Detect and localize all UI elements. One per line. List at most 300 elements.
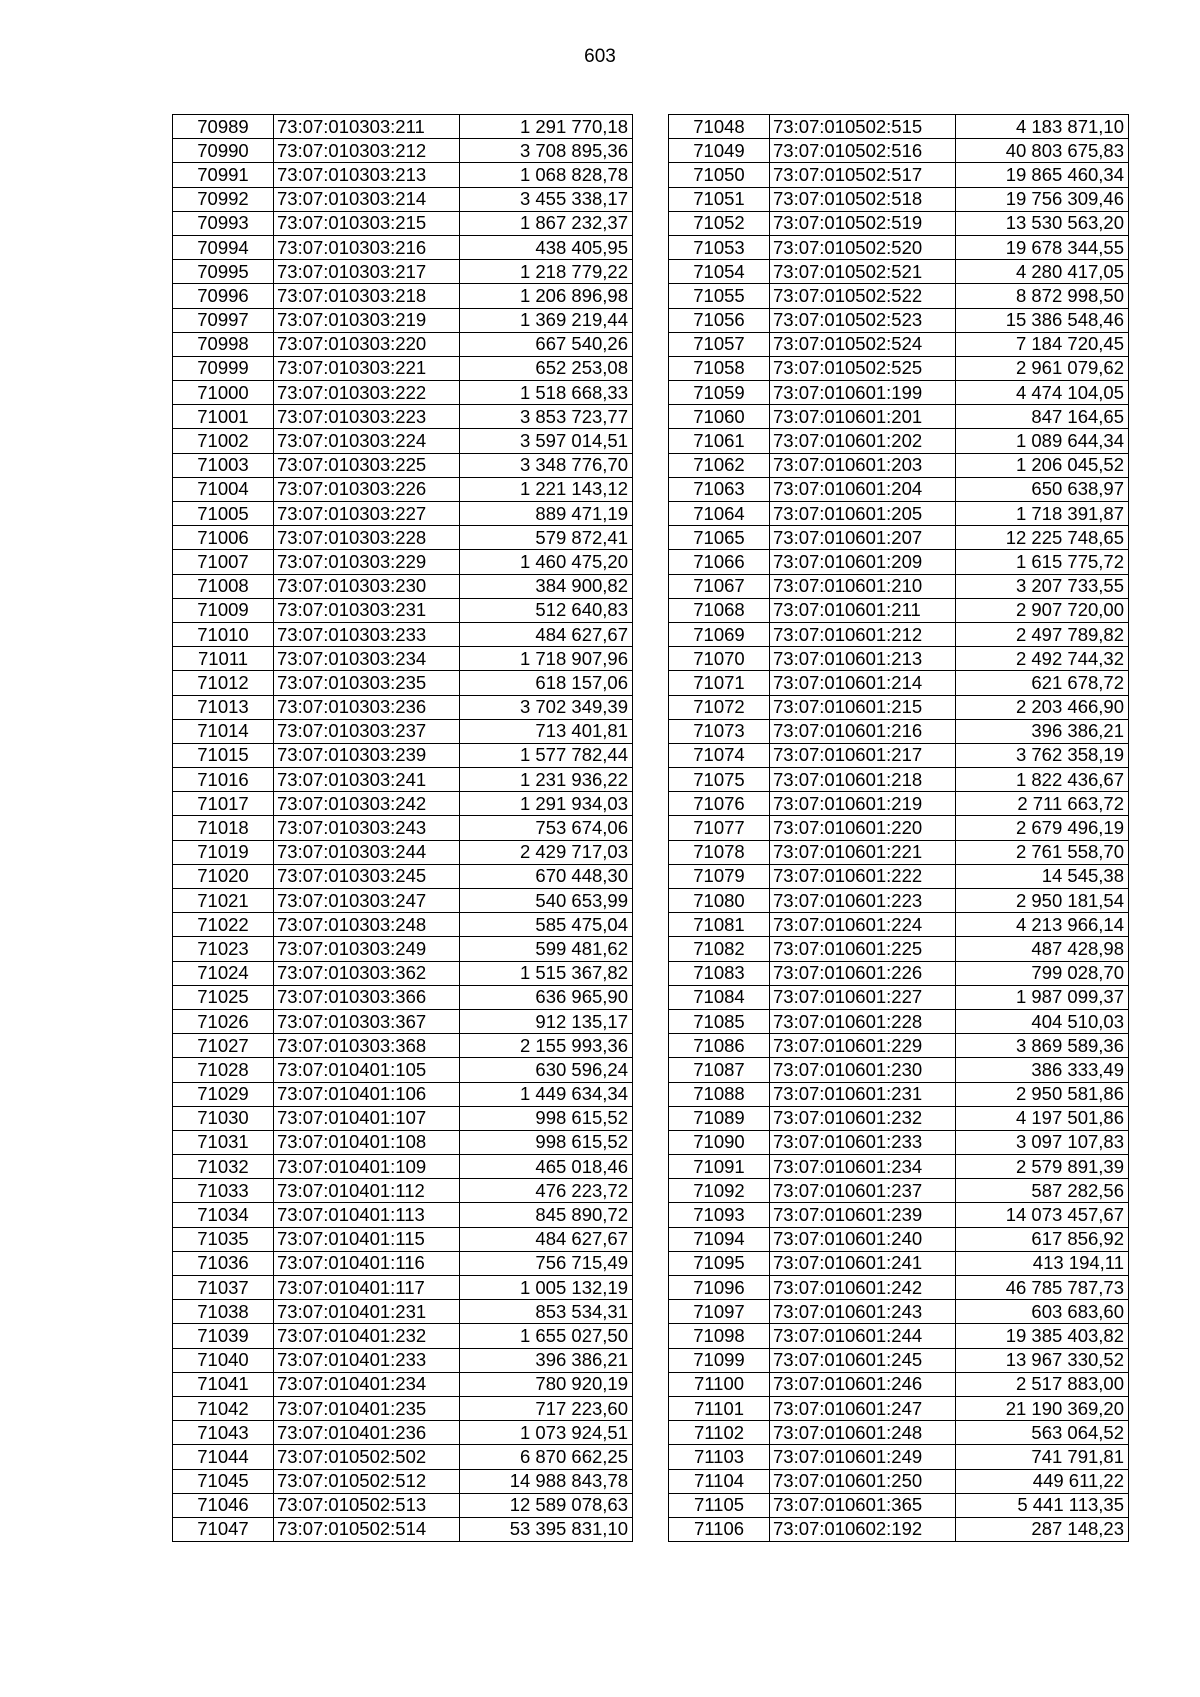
cadastral-number-cell: 73:07:010502:518: [770, 187, 956, 211]
table-row: [669, 1348, 1129, 1372]
value-cell: 741 791,81: [956, 1445, 1129, 1469]
cadastral-number-cell: 73:07:010601:245: [770, 1348, 956, 1372]
value-cell: 756 715,49: [460, 1251, 633, 1275]
table-row: [669, 1034, 1129, 1058]
cadastral-number-cell: 73:07:010303:216: [274, 235, 460, 259]
value-cell: 5 441 113,35: [956, 1493, 1129, 1517]
row-number-cell: 71094: [669, 1227, 770, 1251]
value-cell: 13 530 563,20: [956, 211, 1129, 235]
cadastral-number-cell: 73:07:010303:231: [274, 598, 460, 622]
table-row: [669, 502, 1129, 526]
row-number-cell: 71063: [669, 477, 770, 501]
value-cell: 396 386,21: [460, 1348, 633, 1372]
table-row: [173, 381, 633, 405]
row-number-cell: 71077: [669, 816, 770, 840]
row-number-cell: 71008: [173, 574, 274, 598]
value-cell: 2 497 789,82: [956, 622, 1129, 646]
table-row: [669, 768, 1129, 792]
cadastral-number-cell: 73:07:010601:227: [770, 985, 956, 1009]
table-row: [669, 1082, 1129, 1106]
table-row: [669, 1009, 1129, 1033]
table-row: [669, 1106, 1129, 1130]
row-number-cell: 70995: [173, 260, 274, 284]
table-row: [173, 453, 633, 477]
row-number-cell: 71067: [669, 574, 770, 598]
cadastral-number-cell: 73:07:010502:517: [770, 163, 956, 187]
row-number-cell: 71018: [173, 816, 274, 840]
table-row: [173, 187, 633, 211]
row-number-cell: 71017: [173, 792, 274, 816]
table-row: [173, 1106, 633, 1130]
cadastral-number-cell: 73:07:010303:217: [274, 260, 460, 284]
table-row: [669, 1517, 1129, 1541]
cadastral-number-cell: 73:07:010303:249: [274, 937, 460, 961]
row-number-cell: 71038: [173, 1300, 274, 1324]
table-row: [669, 1324, 1129, 1348]
row-number-cell: 71046: [173, 1493, 274, 1517]
table-row: [669, 284, 1129, 308]
value-cell: 889 471,19: [460, 502, 633, 526]
table-row: [669, 792, 1129, 816]
value-cell: 404 510,03: [956, 1009, 1129, 1033]
row-number-cell: 71037: [173, 1276, 274, 1300]
cadastral-number-cell: 73:07:010401:234: [274, 1372, 460, 1396]
left-table: [172, 114, 633, 1542]
row-number-cell: 71005: [173, 502, 274, 526]
cadastral-number-cell: 73:07:010502:521: [770, 260, 956, 284]
cadastral-number-cell: 73:07:010601:231: [770, 1082, 956, 1106]
value-cell: 618 157,06: [460, 671, 633, 695]
row-number-cell: 71019: [173, 840, 274, 864]
cadastral-number-cell: 73:07:010601:205: [770, 502, 956, 526]
row-number-cell: 71068: [669, 598, 770, 622]
value-cell: 4 213 966,14: [956, 913, 1129, 937]
value-cell: 2 203 466,90: [956, 695, 1129, 719]
cadastral-number-cell: 73:07:010303:212: [274, 139, 460, 163]
row-number-cell: 71010: [173, 622, 274, 646]
row-number-cell: 71070: [669, 647, 770, 671]
value-cell: 2 517 883,00: [956, 1372, 1129, 1396]
page-number: 603: [584, 46, 616, 67]
value-cell: 384 900,82: [460, 574, 633, 598]
row-number-cell: 71096: [669, 1276, 770, 1300]
row-number-cell: 71015: [173, 743, 274, 767]
table-row: [669, 139, 1129, 163]
table-row: [173, 1009, 633, 1033]
row-number-cell: 71002: [173, 429, 274, 453]
row-number-cell: 71103: [669, 1445, 770, 1469]
value-cell: 636 965,90: [460, 985, 633, 1009]
row-number-cell: 71025: [173, 985, 274, 1009]
value-cell: 396 386,21: [956, 719, 1129, 743]
cadastral-number-cell: 73:07:010303:218: [274, 284, 460, 308]
cadastral-number-cell: 73:07:010401:105: [274, 1058, 460, 1082]
value-cell: 1 005 132,19: [460, 1276, 633, 1300]
row-number-cell: 71047: [173, 1517, 274, 1541]
row-number-cell: 71051: [669, 187, 770, 211]
cadastral-number-cell: 73:07:010401:112: [274, 1179, 460, 1203]
table-row: [173, 1227, 633, 1251]
row-number-cell: 71000: [173, 381, 274, 405]
cadastral-number-cell: 73:07:010601:203: [770, 453, 956, 477]
value-cell: 14 073 457,67: [956, 1203, 1129, 1227]
cadastral-number-cell: 73:07:010601:220: [770, 816, 956, 840]
row-number-cell: 71052: [669, 211, 770, 235]
row-number-cell: 71007: [173, 550, 274, 574]
table-row: [173, 647, 633, 671]
value-cell: 1 867 232,37: [460, 211, 633, 235]
table-row: [173, 526, 633, 550]
cadastral-number-cell: 73:07:010303:248: [274, 913, 460, 937]
table-row: [669, 671, 1129, 695]
row-number-cell: 71048: [669, 115, 770, 139]
table-row: [173, 1469, 633, 1493]
table-row: [173, 1421, 633, 1445]
value-cell: 40 803 675,83: [956, 139, 1129, 163]
table-row: [173, 235, 633, 259]
value-cell: 585 475,04: [460, 913, 633, 937]
cadastral-number-cell: 73:07:010303:222: [274, 381, 460, 405]
row-number-cell: 71044: [173, 1445, 274, 1469]
cadastral-number-cell: 73:07:010303:244: [274, 840, 460, 864]
table-row: [669, 550, 1129, 574]
cadastral-number-cell: 73:07:010601:207: [770, 526, 956, 550]
row-number-cell: 70998: [173, 332, 274, 356]
table-row: [173, 332, 633, 356]
row-number-cell: 70993: [173, 211, 274, 235]
table-row: [669, 1493, 1129, 1517]
row-number-cell: 70991: [173, 163, 274, 187]
row-number-cell: 70990: [173, 139, 274, 163]
value-cell: 998 615,52: [460, 1106, 633, 1130]
table-row: [669, 913, 1129, 937]
value-cell: 4 197 501,86: [956, 1106, 1129, 1130]
value-cell: 2 429 717,03: [460, 840, 633, 864]
row-number-cell: 71028: [173, 1058, 274, 1082]
cadastral-number-cell: 73:07:010303:227: [274, 502, 460, 526]
table-row: [173, 429, 633, 453]
value-cell: 652 253,08: [460, 356, 633, 380]
table-row: [669, 574, 1129, 598]
row-number-cell: 71013: [173, 695, 274, 719]
value-cell: 1 218 779,22: [460, 260, 633, 284]
cadastral-number-cell: 73:07:010601:234: [770, 1155, 956, 1179]
table-row: [669, 1445, 1129, 1469]
row-number-cell: 71075: [669, 768, 770, 792]
cadastral-number-cell: 73:07:010303:221: [274, 356, 460, 380]
cadastral-number-cell: 73:07:010303:247: [274, 889, 460, 913]
row-number-cell: 71074: [669, 743, 770, 767]
cadastral-number-cell: 73:07:010303:215: [274, 211, 460, 235]
value-cell: 3 708 895,36: [460, 139, 633, 163]
row-number-cell: 71057: [669, 332, 770, 356]
table-row: [173, 961, 633, 985]
value-cell: 2 950 581,86: [956, 1082, 1129, 1106]
row-number-cell: 71066: [669, 550, 770, 574]
cadastral-number-cell: 73:07:010601:244: [770, 1324, 956, 1348]
cadastral-number-cell: 73:07:010303:225: [274, 453, 460, 477]
value-cell: 650 638,97: [956, 477, 1129, 501]
cadastral-number-cell: 73:07:010601:226: [770, 961, 956, 985]
value-cell: 2 155 993,36: [460, 1034, 633, 1058]
table-row: [173, 792, 633, 816]
row-number-cell: 71006: [173, 526, 274, 550]
row-number-cell: 71062: [669, 453, 770, 477]
row-number-cell: 71021: [173, 889, 274, 913]
value-cell: 670 448,30: [460, 864, 633, 888]
value-cell: 717 223,60: [460, 1396, 633, 1420]
value-cell: 465 018,46: [460, 1155, 633, 1179]
row-number-cell: 71059: [669, 381, 770, 405]
table-row: [173, 840, 633, 864]
row-number-cell: 71027: [173, 1034, 274, 1058]
cadastral-number-cell: 73:07:010601:249: [770, 1445, 956, 1469]
table-row: [173, 550, 633, 574]
value-cell: 4 280 417,05: [956, 260, 1129, 284]
cadastral-number-cell: 73:07:010601:230: [770, 1058, 956, 1082]
cadastral-number-cell: 73:07:010502:522: [770, 284, 956, 308]
value-cell: 4 474 104,05: [956, 381, 1129, 405]
cadastral-number-cell: 73:07:010602:192: [770, 1517, 956, 1541]
table-row: [173, 1034, 633, 1058]
value-cell: 1 577 782,44: [460, 743, 633, 767]
row-number-cell: 71039: [173, 1324, 274, 1348]
value-cell: 1 655 027,50: [460, 1324, 633, 1348]
value-cell: 3 348 776,70: [460, 453, 633, 477]
cadastral-number-cell: 73:07:010601:209: [770, 550, 956, 574]
table-row: [669, 1130, 1129, 1154]
value-cell: 563 064,52: [956, 1421, 1129, 1445]
value-cell: 46 785 787,73: [956, 1276, 1129, 1300]
table-row: [669, 695, 1129, 719]
row-number-cell: 71045: [173, 1469, 274, 1493]
cadastral-number-cell: 73:07:010601:233: [770, 1130, 956, 1154]
value-cell: 2 711 663,72: [956, 792, 1129, 816]
value-cell: 1 089 644,34: [956, 429, 1129, 453]
cadastral-number-cell: 73:07:010303:226: [274, 477, 460, 501]
table-row: [173, 284, 633, 308]
table-row: [173, 985, 633, 1009]
row-number-cell: 71033: [173, 1179, 274, 1203]
row-number-cell: 71093: [669, 1203, 770, 1227]
row-number-cell: 71071: [669, 671, 770, 695]
table-row: [669, 743, 1129, 767]
value-cell: 3 455 338,17: [460, 187, 633, 211]
table-row: [669, 356, 1129, 380]
value-cell: 780 920,19: [460, 1372, 633, 1396]
value-cell: 1 518 668,33: [460, 381, 633, 405]
row-number-cell: 71049: [669, 139, 770, 163]
row-number-cell: 71053: [669, 235, 770, 259]
table-row: [669, 1372, 1129, 1396]
table-row: [669, 622, 1129, 646]
cadastral-number-cell: 73:07:010601:216: [770, 719, 956, 743]
value-cell: 7 184 720,45: [956, 332, 1129, 356]
value-cell: 1 718 391,87: [956, 502, 1129, 526]
table-row: [669, 961, 1129, 985]
value-cell: 287 148,23: [956, 1517, 1129, 1541]
value-cell: 1 206 896,98: [460, 284, 633, 308]
row-number-cell: 70997: [173, 308, 274, 332]
row-number-cell: 71089: [669, 1106, 770, 1130]
row-number-cell: 71090: [669, 1130, 770, 1154]
row-number-cell: 71105: [669, 1493, 770, 1517]
table-row: [173, 356, 633, 380]
row-number-cell: 71061: [669, 429, 770, 453]
value-cell: 1 073 924,51: [460, 1421, 633, 1445]
cadastral-number-cell: 73:07:010502:519: [770, 211, 956, 235]
row-number-cell: 71030: [173, 1106, 274, 1130]
cadastral-number-cell: 73:07:010601:202: [770, 429, 956, 453]
value-cell: 15 386 548,46: [956, 308, 1129, 332]
row-number-cell: 71012: [173, 671, 274, 695]
value-cell: 3 762 358,19: [956, 743, 1129, 767]
cadastral-number-cell: 73:07:010303:368: [274, 1034, 460, 1058]
cadastral-number-cell: 73:07:010601:223: [770, 889, 956, 913]
value-cell: 14 988 843,78: [460, 1469, 633, 1493]
table-row: [173, 163, 633, 187]
table-row: [669, 1276, 1129, 1300]
cadastral-number-cell: 73:07:010401:113: [274, 1203, 460, 1227]
value-cell: 1 221 143,12: [460, 477, 633, 501]
cadastral-number-cell: 73:07:010601:247: [770, 1396, 956, 1420]
table-row: [173, 1130, 633, 1154]
value-cell: 799 028,70: [956, 961, 1129, 985]
cadastral-number-cell: 73:07:010601:242: [770, 1276, 956, 1300]
table-row: [173, 1396, 633, 1420]
cadastral-number-cell: 73:07:010401:233: [274, 1348, 460, 1372]
value-cell: 998 615,52: [460, 1130, 633, 1154]
table-row: [173, 695, 633, 719]
row-number-cell: 71065: [669, 526, 770, 550]
row-number-cell: 71024: [173, 961, 274, 985]
row-number-cell: 71087: [669, 1058, 770, 1082]
cadastral-number-cell: 73:07:010303:241: [274, 768, 460, 792]
cadastral-number-cell: 73:07:010502:516: [770, 139, 956, 163]
table-row: [669, 1251, 1129, 1275]
cadastral-number-cell: 73:07:010401:109: [274, 1155, 460, 1179]
value-cell: 630 596,24: [460, 1058, 633, 1082]
table-row: [669, 1203, 1129, 1227]
cadastral-number-cell: 73:07:010303:220: [274, 332, 460, 356]
table-row: [173, 671, 633, 695]
value-cell: 512 640,83: [460, 598, 633, 622]
table-row: [173, 598, 633, 622]
table-row: [669, 1155, 1129, 1179]
value-cell: 484 627,67: [460, 622, 633, 646]
cadastral-number-cell: 73:07:010601:224: [770, 913, 956, 937]
row-number-cell: 71043: [173, 1421, 274, 1445]
row-number-cell: 71055: [669, 284, 770, 308]
table-row: [669, 477, 1129, 501]
row-number-cell: 71035: [173, 1227, 274, 1251]
table-row: [173, 502, 633, 526]
value-cell: 912 135,17: [460, 1009, 633, 1033]
cadastral-number-cell: 73:07:010601:228: [770, 1009, 956, 1033]
row-number-cell: 71076: [669, 792, 770, 816]
row-number-cell: 71022: [173, 913, 274, 937]
table-row: [173, 211, 633, 235]
row-number-cell: 71040: [173, 1348, 274, 1372]
cadastral-number-cell: 73:07:010303:219: [274, 308, 460, 332]
table-row: [669, 1227, 1129, 1251]
table-row: [669, 1421, 1129, 1445]
table-row: [669, 211, 1129, 235]
value-cell: 753 674,06: [460, 816, 633, 840]
value-cell: 667 540,26: [460, 332, 633, 356]
table-row: [669, 405, 1129, 429]
row-number-cell: 71099: [669, 1348, 770, 1372]
row-number-cell: 71064: [669, 502, 770, 526]
table-row: [173, 115, 633, 139]
table-row: [669, 840, 1129, 864]
table-row: [173, 913, 633, 937]
table-row: [173, 1324, 633, 1348]
value-cell: 617 856,92: [956, 1227, 1129, 1251]
cadastral-number-cell: 73:07:010401:235: [274, 1396, 460, 1420]
row-number-cell: 71036: [173, 1251, 274, 1275]
row-number-cell: 71102: [669, 1421, 770, 1445]
cadastral-number-cell: 73:07:010303:230: [274, 574, 460, 598]
row-number-cell: 71104: [669, 1469, 770, 1493]
cadastral-number-cell: 73:07:010303:243: [274, 816, 460, 840]
table-row: [173, 1276, 633, 1300]
value-cell: 484 627,67: [460, 1227, 633, 1251]
table-row: [173, 1179, 633, 1203]
cadastral-number-cell: 73:07:010303:233: [274, 622, 460, 646]
cadastral-number-cell: 73:07:010601:237: [770, 1179, 956, 1203]
cadastral-number-cell: 73:07:010401:106: [274, 1082, 460, 1106]
row-number-cell: 71095: [669, 1251, 770, 1275]
table-row: [669, 719, 1129, 743]
cadastral-number-cell: 73:07:010303:366: [274, 985, 460, 1009]
cadastral-number-cell: 73:07:010601:241: [770, 1251, 956, 1275]
cadastral-number-cell: 73:07:010303:229: [274, 550, 460, 574]
row-number-cell: 71097: [669, 1300, 770, 1324]
row-number-cell: 71081: [669, 913, 770, 937]
row-number-cell: 71098: [669, 1324, 770, 1348]
row-number-cell: 70999: [173, 356, 274, 380]
table-row: [669, 985, 1129, 1009]
table-row: [669, 163, 1129, 187]
table-row: [669, 937, 1129, 961]
value-cell: 19 756 309,46: [956, 187, 1129, 211]
table-row: [173, 260, 633, 284]
row-number-cell: 71004: [173, 477, 274, 501]
cadastral-number-cell: 73:07:010601:243: [770, 1300, 956, 1324]
value-cell: 386 333,49: [956, 1058, 1129, 1082]
table-row: [669, 526, 1129, 550]
row-number-cell: 71026: [173, 1009, 274, 1033]
cadastral-number-cell: 73:07:010601:219: [770, 792, 956, 816]
row-number-cell: 71085: [669, 1009, 770, 1033]
row-number-cell: 71050: [669, 163, 770, 187]
table-row: [669, 1058, 1129, 1082]
value-cell: 3 097 107,83: [956, 1130, 1129, 1154]
value-cell: 3 869 589,36: [956, 1034, 1129, 1058]
row-number-cell: 71088: [669, 1082, 770, 1106]
table-row: [173, 574, 633, 598]
row-number-cell: 71073: [669, 719, 770, 743]
value-cell: 2 679 496,19: [956, 816, 1129, 840]
table-row: [669, 1179, 1129, 1203]
table-row: [173, 1203, 633, 1227]
table-row: [669, 453, 1129, 477]
cadastral-number-cell: 73:07:010502:524: [770, 332, 956, 356]
cadastral-number-cell: 73:07:010601:218: [770, 768, 956, 792]
row-number-cell: 71083: [669, 961, 770, 985]
cadastral-number-cell: 73:07:010601:250: [770, 1469, 956, 1493]
